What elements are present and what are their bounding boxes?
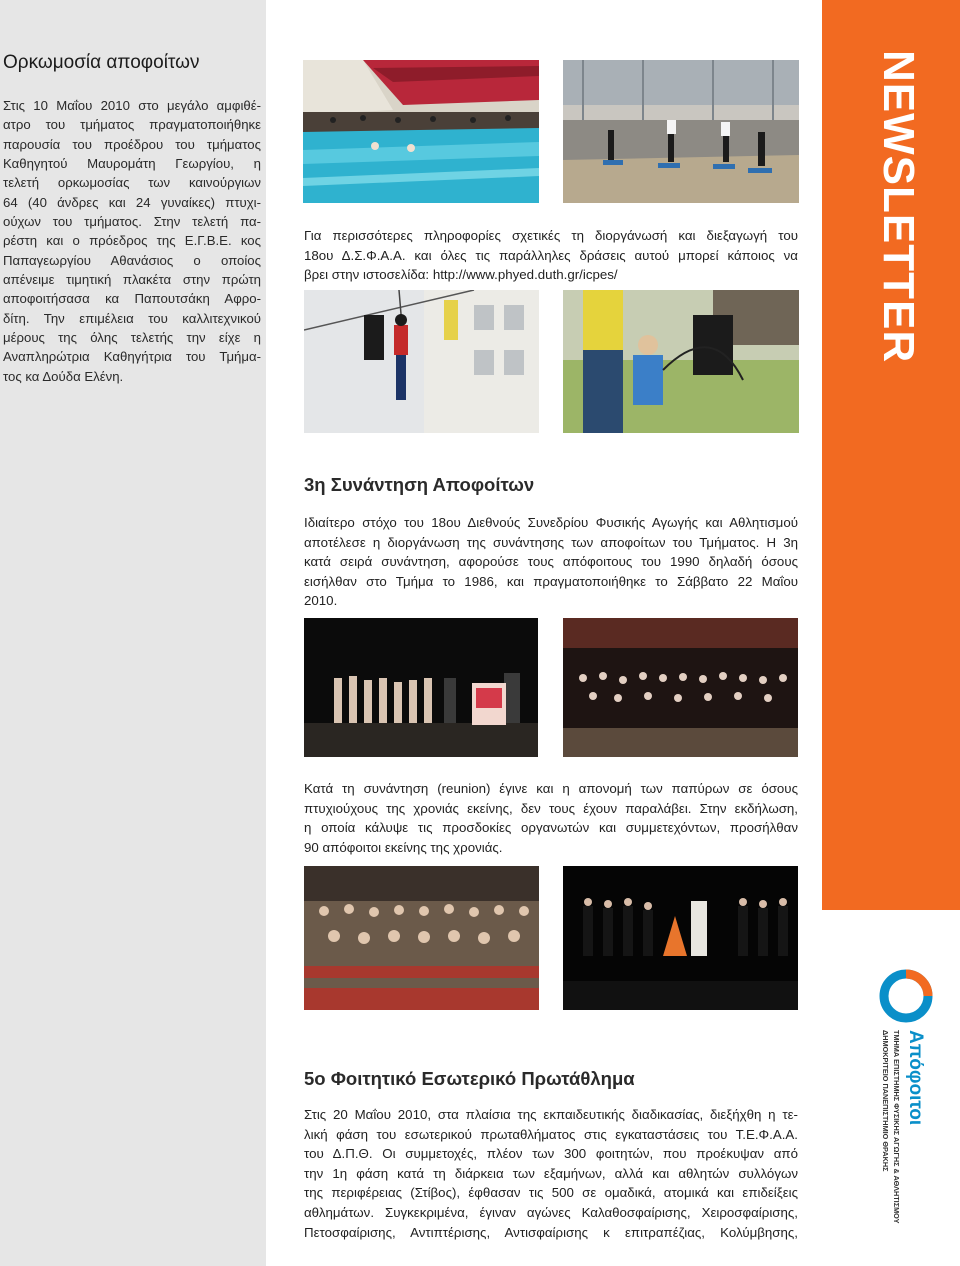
gym-aerobics-photo xyxy=(563,60,799,203)
text-line: 90 απόφοιτοι εκείνης της χρονιάς. xyxy=(304,839,503,855)
championship-text xyxy=(304,1105,798,1242)
text-line: λική φάση του εσωτερικού πρωταθλήματος στις εγκαταστάσεις του Τ.Ε.Φ.Α.Α. xyxy=(304,1126,798,1142)
stage-podium-photo xyxy=(304,618,538,757)
pool-photo xyxy=(303,60,539,203)
archery-photo xyxy=(563,290,799,433)
text-line: ατρο του τμήματος πραγματοποιήθηκε xyxy=(3,117,261,133)
text-line: απένειμε τιμητική πλακέτα στην πρώτη xyxy=(3,272,261,288)
logo-ring-icon xyxy=(876,966,936,1026)
reunion-title: 3η Συνάντηση Αποφοίτων xyxy=(304,474,535,495)
text-line: 2010. xyxy=(304,593,338,609)
text-line: αποφοιτήσασα κα Παπουτσάκη Αφρο- xyxy=(3,291,261,307)
text-line: Για περισσότερες πληροφορίες σχετικές τη διοργάνωσή και διεξαγωγή του xyxy=(304,228,798,243)
text-line: η οποία κάλυψε τις προσδοκίες οργανωτών και συμμετεχόντων, προσήλθαν xyxy=(304,820,798,836)
championship-title: 5ο Φοιτητικό Εσωτερικό Πρωτάθλημα xyxy=(304,1068,635,1089)
group-stage-photo xyxy=(563,618,798,757)
newsletter-label-wrap xyxy=(874,50,923,364)
auditorium-audience-photo xyxy=(304,866,539,1010)
left-column xyxy=(0,0,266,1266)
text-line: πτυχιούχους της χρονιάς εκείνης, δεν τους έχουν παραλάβει. Στην εκδήλωση, xyxy=(304,800,798,816)
conference-info-text xyxy=(304,226,798,285)
graduation-title: Ορκωμοσία αποφοίτων xyxy=(3,52,200,73)
text-line: δίτη. Την επιμέλεια του καλλιτεχνικού xyxy=(3,310,261,326)
text-line: Ιδιαίτερο στόχο του 18ου Διεθνούς Συνεδρίου Φυσικής Αγωγής και Αθλητισμού xyxy=(304,515,798,530)
graduation-text xyxy=(3,96,261,386)
text-line: εισήλθαν στο Τμήμα το 1986, και πραγματοποιήθηκε το Σάββατο 22 Μαΐου xyxy=(304,573,798,589)
text-line: 18ου Δ.Σ.Φ.Α.Α. και όλες τις παράλληλες δράσεις αυτού μπορεί κάποιος να xyxy=(304,247,798,263)
text-line: Στις 20 Μαΐου 2010, στα πλαίσια της εκπαιδευτικής διαδικασίας, διεξήχθη η τε- xyxy=(304,1107,798,1122)
text-line: της περιφέρειας (Στίβος), έφθασαν τις 500 σε ομαδικά, ατομικά και επιδείξεις xyxy=(304,1185,798,1201)
text-line: τος κα Δούδα Ελένη. xyxy=(3,368,124,384)
text-line: την 1η φάση κατά τη διάρκεια των εξαμήνων, αλλά και αθλητών συλλόγων xyxy=(304,1165,798,1181)
text-line: παρουσία του προέδρου του τμήματος xyxy=(3,136,261,152)
alumni-logo xyxy=(868,966,958,1226)
text-line: Στις 10 Μαΐου 2010 στο μεγάλο αμφιθέ- xyxy=(3,98,261,113)
text-line: ρέστη και ο πρόεδρος της Ε.Γ.Β.Ε. κος xyxy=(3,233,261,249)
text-line: ούχων του τμήματος. Στην τελετή πα- xyxy=(3,214,261,230)
reunion-intro-text xyxy=(304,513,798,611)
text-line: Καθηγητού Μαυρομάτη Γεωργίου, η xyxy=(3,156,261,172)
text-line: αθλημάτων. Συγκεκριμένα, έγιναν αγώνες Καλαθοσφαίρισης, Χειροσφαίρισης, xyxy=(304,1204,798,1220)
text-line: βρει στην ιστοσελίδα: http://www.phyed.duth.gr/icpes/ xyxy=(304,267,618,283)
text-line: αποτέλεσε η διοργάνωση της συνάντησης των αποφοίτων του Τμήματος. Η 3η xyxy=(304,534,798,550)
logo-name: Απόφοιτοι xyxy=(905,1030,926,1126)
text-line: κατά σειρά συνάντηση, αφορούσε τους απόφοιτους του 1990 δηλαδή όσους xyxy=(304,554,798,570)
newsletter-label: NEWSLETTER xyxy=(874,50,923,364)
text-line: τελετή ορκωμοσίας των καινούργιων xyxy=(3,175,261,191)
zipline-photo xyxy=(304,290,539,433)
text-line: μέρους της όλης τελετής την είχε η xyxy=(3,330,261,346)
logo-subtitle-university: ΔΗΜΟΚΡΙΤΕΙΟ ΠΑΝΕΠΙΣΤΗΜΙΟ ΘΡΑΚΗΣ xyxy=(881,1030,890,1172)
dance-performance-photo xyxy=(563,866,798,1010)
text-line: 64 (40 άνδρες και 24 γυναίκες) πτυχι- xyxy=(3,194,261,210)
logo-subtitle-department: ΤΜΗΜΑ ΕΠΙΣΤΗΜΗΣ ΦΥΣΙΚΗΣ ΑΓΩΓΗΣ & ΑΘΛΗΤΙΣΜΟΥ xyxy=(892,1030,901,1224)
text-line: Κατά τη συνάντηση (reunion) έγινε και η απονομή των παπύρων σε όσους xyxy=(304,781,798,796)
text-line: Παπαγεωργίου Αθανάσιος ο οποίος xyxy=(3,252,261,268)
text-line: του Δ.Π.Θ. Οι συμμετοχές, πλέον των 300 φοιτητών, που προέκυψαν από xyxy=(304,1146,798,1162)
reunion-details-text xyxy=(304,779,798,857)
text-line: Αναπληρώτρια Καθηγήτρια του Τμήμα- xyxy=(3,349,261,365)
text-line: Πετοσφαίρισης, Αντιπτέρισης, Αντισφαίρισης κ επιτραπέζιας, Κολύμβησης, xyxy=(304,1224,798,1240)
